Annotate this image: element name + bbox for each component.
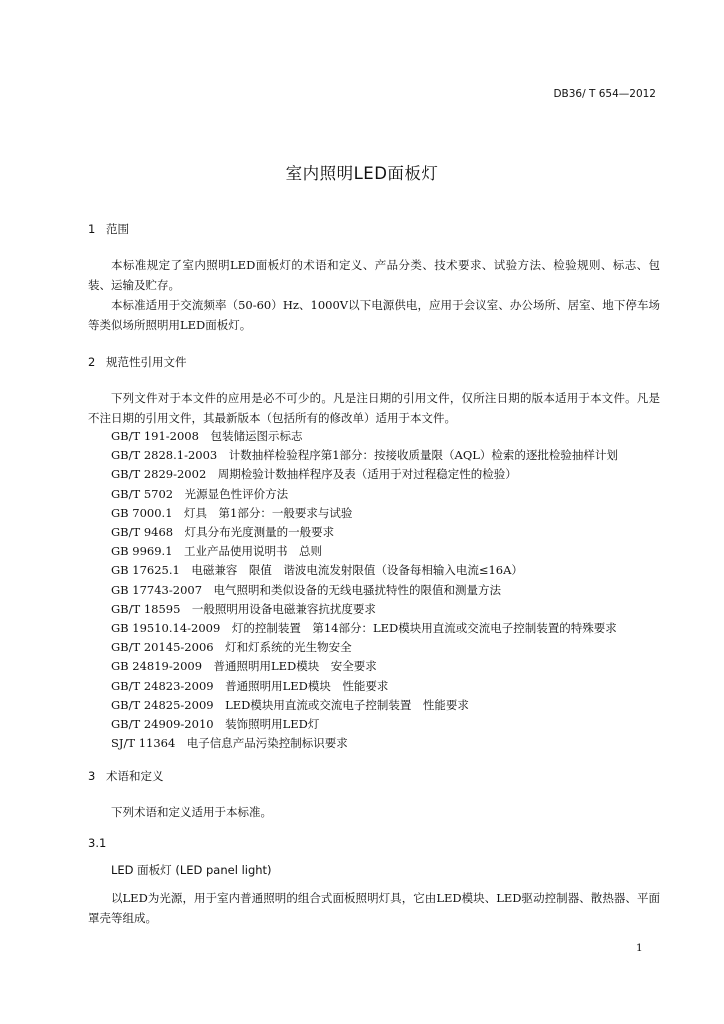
reference-item: GB/T 24909-2010 装饰照明用LED灯 xyxy=(111,717,320,732)
section-3-number: 3 xyxy=(88,769,96,783)
section-1-paragraph-2: 本标准适用于交流频率（50-60）Hz、1000V以下电源供电，应用于会议室、办公场所、居室、地下停车场等类似场所照明用LED面板灯。 xyxy=(88,298,660,332)
section-2-title: 规范性引用文件 xyxy=(106,355,187,369)
reference-item: GB/T 191-2008 包装储运图示标志 xyxy=(111,429,303,443)
section-2-heading xyxy=(88,354,187,370)
reference-item: GB/T 24825-2009 LED模块用直流或交流电子控制装置 性能要求 xyxy=(111,697,469,712)
section-3-heading xyxy=(88,768,164,784)
page-number: 1 xyxy=(636,942,643,954)
reference-item: GB 24819-2009 普通照明用LED模块 安全要求 xyxy=(111,659,377,674)
term-led-panel-light: LED 面板灯 (LED panel light) xyxy=(111,863,272,877)
reference-item: SJ/T 11364 电子信息产品污染控制标识要求 xyxy=(111,736,348,751)
reference-item: GB 9969.1 工业产品使用说明书 总则 xyxy=(111,544,323,559)
reference-item: GB 7000.1 灯具 第1部分：一般要求与试验 xyxy=(111,505,353,520)
normative-references-list xyxy=(111,427,618,753)
reference-item: GB/T 9468 灯具分布光度测量的一般要求 xyxy=(111,525,335,540)
section-1-paragraph-1: 本标准规定了室内照明LED面板灯的术语和定义、产品分类、技术要求、试验方法、检验规则、标志、包装、运输及贮存。 xyxy=(88,258,660,292)
reference-item: GB/T 20145-2006 灯和灯系统的光生物安全 xyxy=(111,640,352,655)
document-title: 室内照明LED面板灯 xyxy=(285,164,439,183)
section-1-title: 范围 xyxy=(106,222,129,236)
section-3-intro: 下列术语和定义适用于本标准。 xyxy=(111,805,272,819)
section-1-number: 1 xyxy=(88,222,96,236)
subsection-3-1-number: 3.1 xyxy=(88,836,107,850)
reference-item: GB/T 24823-2009 普通照明用LED模块 性能要求 xyxy=(111,678,389,693)
section-2-number: 2 xyxy=(88,355,96,369)
reference-item: GB 17625.1 电磁兼容 限值 谐波电流发射限值（设备每相输入电流≤16A） xyxy=(111,563,523,578)
reference-item: GB/T 2828.1-2003 计数抽样检验程序第1部分：按接收质量限（AQL）检索的逐批检验抽样计划 xyxy=(111,448,618,463)
section-3-title: 术语和定义 xyxy=(106,769,164,783)
reference-item: GB/T 18595 一般照明用设备电磁兼容抗扰度要求 xyxy=(111,601,376,616)
reference-item: GB/T 5702 光源显色性评价方法 xyxy=(111,486,289,501)
section-2-intro: 下列文件对于本文件的应用是必不可少的。凡是注日期的引用文件，仅所注日期的版本适用于本文件。凡是不注日期的引用文件，其最新版本（包括所有的修改单）适用于本文件。 xyxy=(88,391,660,425)
reference-item: GB 19510.14-2009 灯的控制装置 第14部分：LED模块用直流或交流电子控制装置的特殊要求 xyxy=(111,621,617,636)
standard-code: DB36/ T 654—2012 xyxy=(553,88,656,100)
reference-item: GB/T 2829-2002 周期检验计数抽样程序及表（适用于对过程稳定性的检验） xyxy=(111,467,517,482)
reference-item: GB 17743-2007 电气照明和类似设备的无线电骚扰特性的限值和测量方法 xyxy=(111,582,502,597)
section-1-heading xyxy=(88,221,129,237)
term-definition: 以LED为光源，用于室内普通照明的组合式面板照明灯具，它由LED模块、LED驱动控制器、散热器、平面罩壳等组成。 xyxy=(88,891,660,925)
